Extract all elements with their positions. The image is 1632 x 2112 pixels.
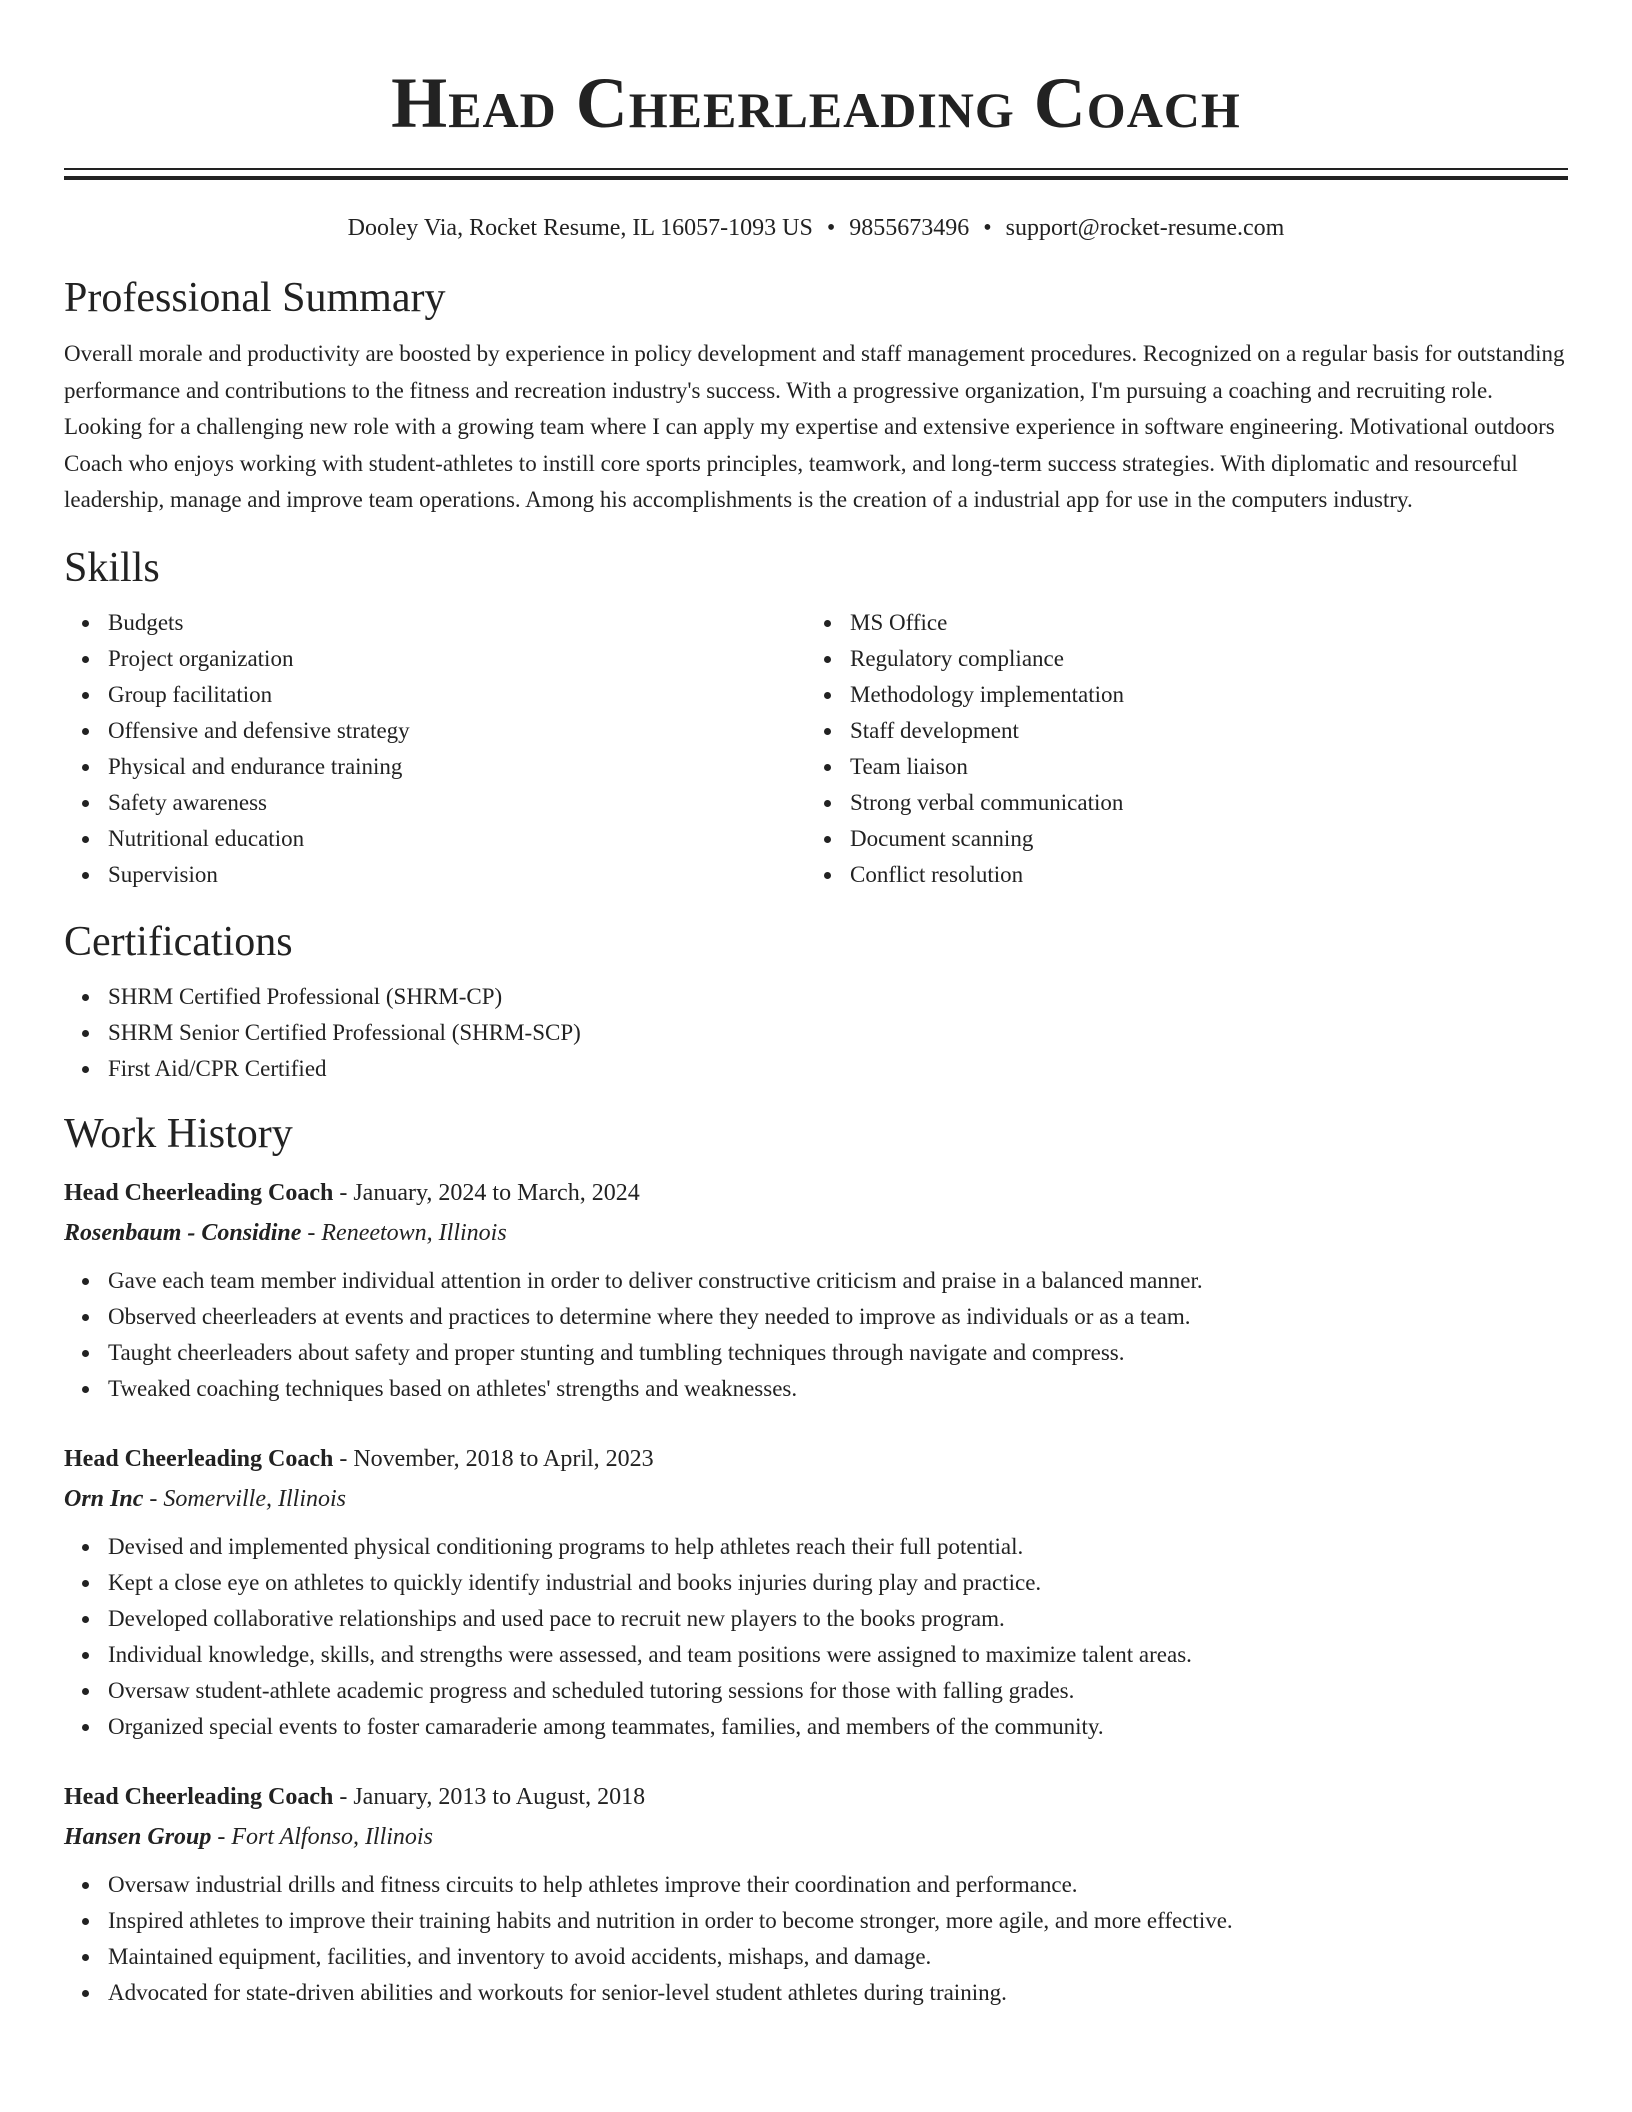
job-bullet: Advocated for state-driven abilities and workouts for senior-level student athletes during training. bbox=[108, 1975, 1568, 2011]
job-dates: - November, 2018 to April, 2023 bbox=[333, 1445, 654, 1472]
job-title: Head Cheerleading Coach bbox=[64, 1783, 334, 1810]
job-location: - Fort Alfonso, Illinois bbox=[211, 1823, 433, 1850]
job-title-line bbox=[64, 1173, 1568, 1213]
skill-item: Methodology implementation bbox=[850, 677, 1548, 713]
skill-item: Regulatory compliance bbox=[850, 641, 1548, 677]
skill-item: Nutritional education bbox=[108, 821, 806, 857]
job-bullet: Tweaked coaching techniques based on athletes' strengths and weaknesses. bbox=[108, 1371, 1568, 1407]
contact-address: Dooley Via, Rocket Resume, IL 16057-1093 US bbox=[347, 215, 813, 241]
certification-item: SHRM Senior Certified Professional (SHRM-SCP) bbox=[108, 1015, 1568, 1051]
certification-item: First Aid/CPR Certified bbox=[108, 1051, 1568, 1087]
job-entry bbox=[64, 1173, 1568, 1407]
job-bullet: Maintained equipment, facilities, and inventory to avoid accidents, mishaps, and damage. bbox=[108, 1939, 1568, 1975]
job-location: - Somerville, Illinois bbox=[143, 1485, 346, 1512]
skill-item: Physical and endurance training bbox=[108, 749, 806, 785]
skill-item: Team liaison bbox=[850, 749, 1548, 785]
job-company-line bbox=[64, 1817, 1568, 1857]
work-history-heading: Work History bbox=[64, 1110, 293, 1157]
job-bullet: Individual knowledge, skills, and strengths were assessed, and team positions were assigned to maximize talent areas. bbox=[108, 1637, 1568, 1673]
job-bullet: Devised and implemented physical conditioning programs to help athletes reach their full potential. bbox=[108, 1529, 1568, 1565]
job-bullet: Organized special events to foster camaraderie among teammates, families, and members of the community. bbox=[108, 1709, 1568, 1745]
skill-item: Strong verbal communication bbox=[850, 785, 1548, 821]
contact-separator: • bbox=[983, 215, 992, 241]
contact-separator: • bbox=[826, 215, 836, 241]
job-bullets bbox=[64, 1529, 1568, 1745]
job-company: Hansen Group bbox=[64, 1823, 212, 1850]
skill-item: Offensive and defensive strategy bbox=[108, 713, 806, 749]
skill-item: Group facilitation bbox=[108, 677, 806, 713]
job-bullet: Oversaw student-athlete academic progress and scheduled tutoring sessions for those with falling grades. bbox=[108, 1673, 1568, 1709]
certifications-section bbox=[64, 917, 1568, 1087]
job-title: Head Cheerleading Coach bbox=[64, 1179, 334, 1206]
skill-item: Conflict resolution bbox=[850, 857, 1548, 893]
job-bullet: Developed collaborative relationships and used pace to recruit new players to the books program. bbox=[108, 1601, 1568, 1637]
certifications-list bbox=[64, 979, 1568, 1087]
job-title-line bbox=[64, 1777, 1568, 1817]
work-history-section bbox=[64, 1109, 1568, 2011]
job-company: Orn Inc bbox=[64, 1485, 144, 1512]
job-dates: - January, 2013 to August, 2018 bbox=[333, 1783, 646, 1810]
summary-heading: Professional Summary bbox=[64, 275, 446, 321]
skill-item: Budgets bbox=[108, 605, 806, 641]
skill-item: Staff development bbox=[850, 713, 1548, 749]
job-dates: - January, 2024 to March, 2024 bbox=[333, 1179, 640, 1206]
job-entry bbox=[64, 1777, 1568, 2011]
skill-item: MS Office bbox=[850, 605, 1548, 641]
certification-item: SHRM Certified Professional (SHRM-CP) bbox=[108, 979, 1568, 1015]
job-bullet: Observed cheerleaders at events and practices to determine where they needed to improve as individuals or as a team. bbox=[108, 1299, 1568, 1335]
skills-list-right bbox=[806, 605, 1548, 893]
skill-item: Safety awareness bbox=[108, 785, 806, 821]
job-bullet: Kept a close eye on athletes to quickly identify industrial and books injuries during play and practice. bbox=[108, 1565, 1568, 1601]
resume-page bbox=[64, 0, 1568, 2011]
skills-list-left bbox=[64, 605, 806, 893]
job-bullet: Oversaw industrial drills and fitness circuits to help athletes improve their coordination and performance. bbox=[108, 1867, 1568, 1903]
summary-section bbox=[64, 273, 1568, 519]
job-company-line bbox=[64, 1479, 1568, 1519]
job-company-line bbox=[64, 1213, 1568, 1253]
job-entry bbox=[64, 1439, 1568, 1745]
job-bullet: Inspired athletes to improve their training habits and nutrition in order to become stronger, more agile, and more effective. bbox=[108, 1903, 1568, 1939]
candidate-name: Head Cheerleading Coach bbox=[391, 63, 1241, 143]
header-rule-thin bbox=[64, 168, 1568, 170]
job-bullet: Taught cheerleaders about safety and proper stunting and tumbling techniques through navigate and compress. bbox=[108, 1335, 1568, 1371]
skill-item: Project organization bbox=[108, 641, 806, 677]
skills-column-left bbox=[64, 605, 806, 893]
skills-columns bbox=[64, 605, 1568, 893]
job-title-line bbox=[64, 1439, 1568, 1479]
skills-section bbox=[64, 543, 1568, 893]
summary-text: Overall morale and productivity are boosted by experience in policy development and staff management procedures. Recognized on a regular basis for outstanding performance and contributions to the fitness and recreation industry's success. With a progressive organization, I'm pursuing a coaching and recruiting role. Looking for a challenging new role with a growing team where I can apply my expertise and extensive experience in software engineering. Motivational outdoors Coach who enjoys working with student-athletes to instill core sports principles, teamwork, and long-term success strategies. With diplomatic and resourceful leadership, manage and improve team operations. Among his accomplishments is the creation of a industrial app for use in the computers industry. bbox=[64, 341, 1565, 512]
job-bullets bbox=[64, 1867, 1568, 2011]
header-rule-thick bbox=[64, 176, 1568, 180]
skill-item: Document scanning bbox=[850, 821, 1548, 857]
job-location: - Reneetown, Illinois bbox=[301, 1219, 507, 1246]
contact-email: support@rocket-resume.com bbox=[1005, 215, 1285, 241]
job-bullet: Gave each team member individual attention in order to deliver constructive criticism and praise in a balanced manner. bbox=[108, 1263, 1568, 1299]
contact-line bbox=[64, 213, 1568, 243]
skill-item: Supervision bbox=[108, 857, 806, 893]
job-company: Rosenbaum - Considine bbox=[64, 1219, 302, 1246]
contact-phone: 9855673496 bbox=[849, 215, 970, 241]
job-title: Head Cheerleading Coach bbox=[64, 1445, 334, 1472]
certifications-heading: Certifications bbox=[64, 918, 293, 965]
skills-heading: Skills bbox=[64, 544, 160, 591]
skills-column-right bbox=[806, 605, 1548, 893]
job-bullets bbox=[64, 1263, 1568, 1407]
